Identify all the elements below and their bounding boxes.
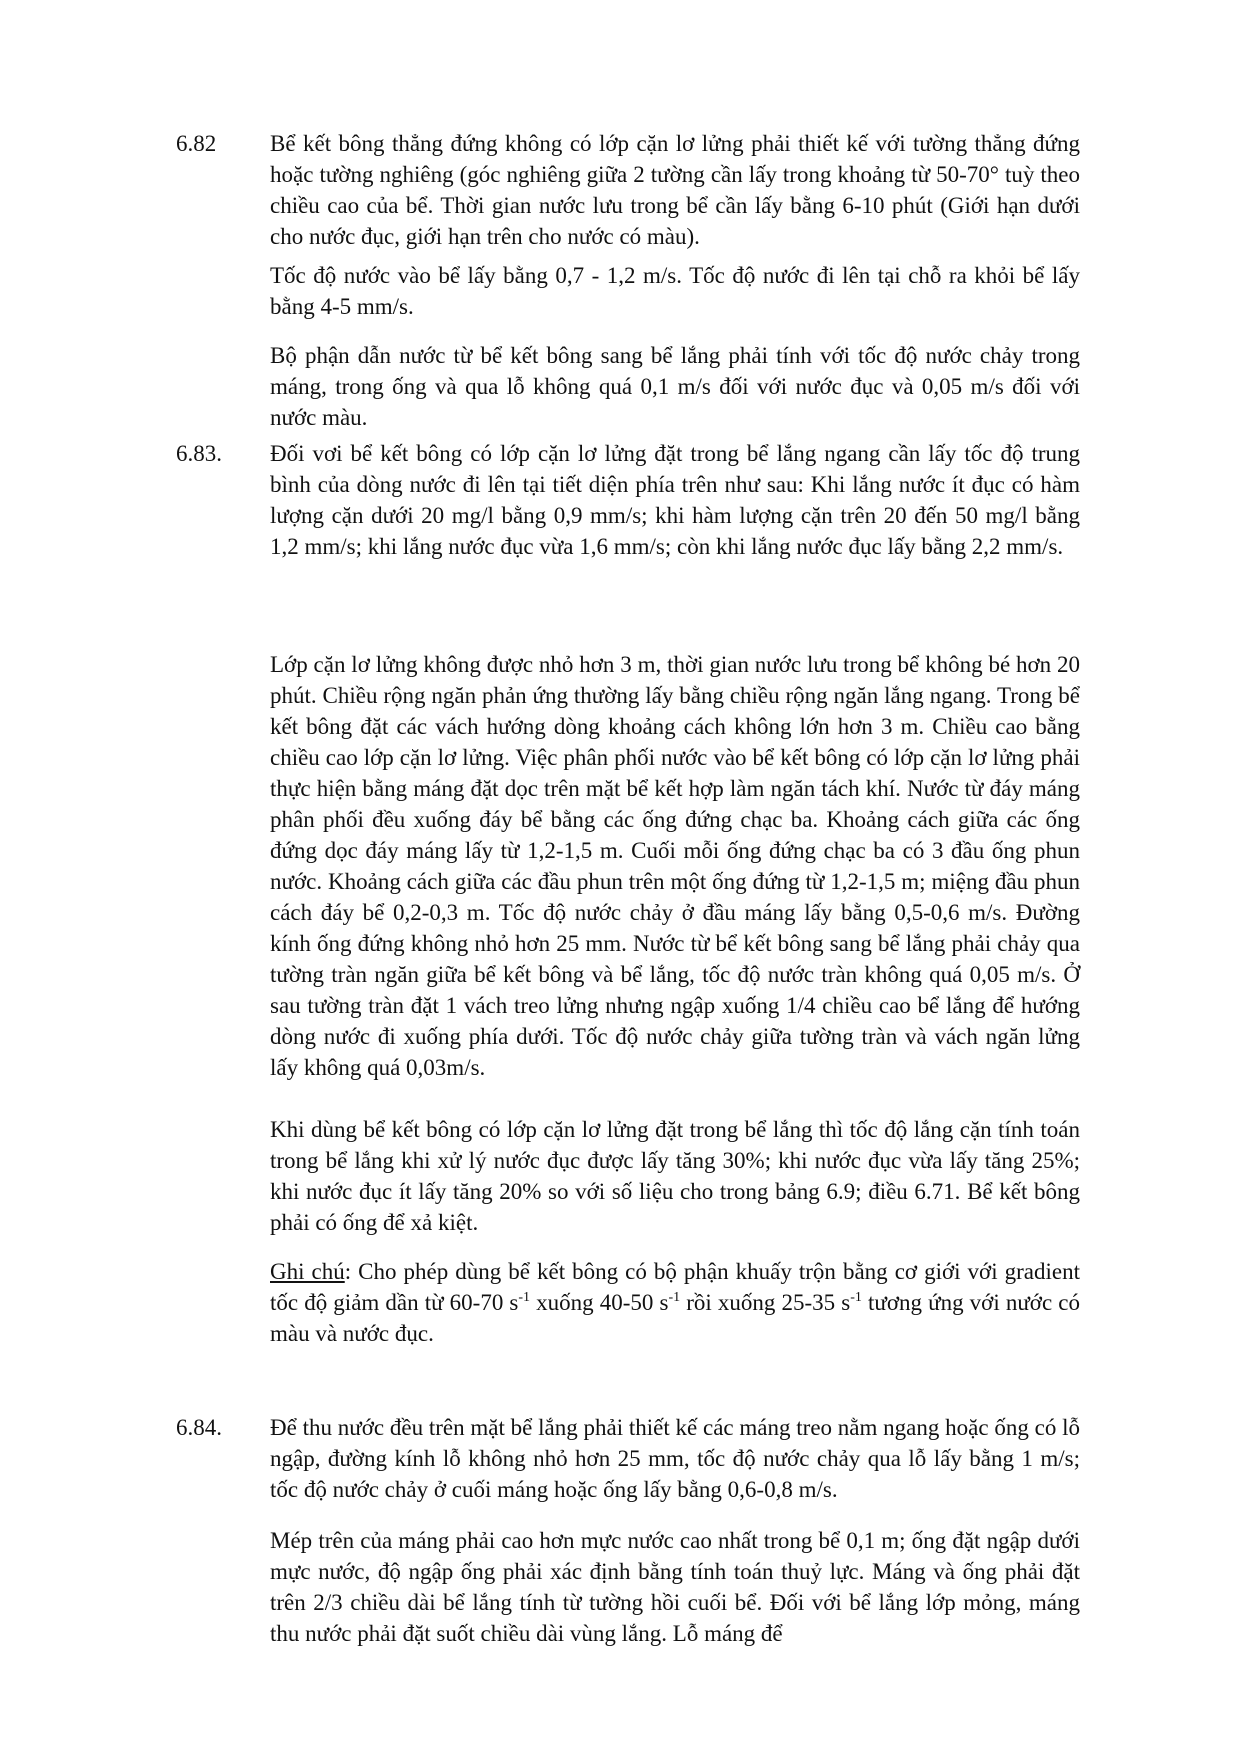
paragraph: Để thu nước đều trên mặt bể lắng phải thiết kế các máng treo nằm ngang hoặc ống có lỗ ngập, đường kính lỗ không nhỏ hơn 25 mm, tốc độ nước chảy qua lỗ lấy bằng 1 m/s; tốc độ nước chảy ở cuối máng hoặc ống lấy bằng 0,6-0,8 m/s. [270, 1415, 1080, 1502]
note-text: rồi xuống 25-35 s [680, 1290, 851, 1315]
paragraph: Mép trên của máng phải cao hơn mực nước cao nhất trong bể 0,1 m; ống đặt ngập dưới mực nước, độ ngập ống phải xác định bằng tính toán thuỷ lực. Máng và ống phải đặt trên 2/3 chiều dài bể lắng tính từ tường hồi cuối bể. Đối với bể lắng lớp mỏng, máng thu nước phải đặt suốt chiều dài vùng lắng. Lỗ máng để [270, 1528, 1080, 1646]
section-number: 6.83. [176, 441, 222, 466]
paragraph: Khi dùng bể kết bông có lớp cặn lơ lửng đặt trong bể lắng thì tốc độ lắng cặn tính toán trong bể lắng khi xử lý nước đục được lấy tăng 30%; khi nước đục vừa lấy tăng 25%; khi nước đục ít lấy tăng 20% so với số liệu cho trong bảng 6.9; điều 6.71. Bể kết bông phải có ống để xả kiệt. [270, 1117, 1080, 1235]
note-paragraph [270, 1256, 1080, 1349]
note-colon: : [344, 1259, 359, 1284]
superscript: -1 [668, 1290, 681, 1305]
note-text: Cho phép dùng bể kết bông có bộ phận khuấy trộn bằng cơ giới với gradient tốc độ giảm dần từ 60-70 s [270, 1259, 1080, 1315]
paragraph: Đối vơi bể kết bông có lớp cặn lơ lửng đặt trong bể lắng ngang cần lấy tốc độ trung bình của dòng nước đi lên tại tiết diện phía trên như sau: Khi lắng nước ít đục có hàm lượng cặn dưới 20 mg/l bằng 0,9 mm/s; khi hàm lượng cặn trên 20 đến 50 mg/l bằng 1,2 mm/s; khi lắng nước đục vừa 1,6 mm/s; còn khi lắng nước đục lấy bằng 2,2 mm/s. [270, 441, 1080, 559]
paragraph: Bể kết bông thẳng đứng không có lớp cặn lơ lửng phải thiết kế với tường thẳng đứng hoặc tường nghiêng (góc nghiêng giữa 2 tường cần lấy trong khoảng từ 50-70° tuỳ theo chiều cao của bể. Thời gian nước lưu trong bể cần lấy bằng 6-10 phút (Giới hạn dưới cho nước đục, giới hạn trên cho nước có màu). [270, 131, 1080, 249]
note-text: xuống 40-50 s [530, 1290, 669, 1315]
superscript: -1 [518, 1290, 531, 1305]
note-label: Ghi chú [270, 1259, 345, 1284]
paragraph: Tốc độ nước vào bể lấy bằng 0,7 - 1,2 m/s. Tốc độ nước đi lên tại chỗ ra khỏi bể lấy bằng 4-5 mm/s. [270, 263, 1080, 319]
note-text: tương ứng với nước có màu và nước đục. [270, 1290, 1080, 1346]
paragraph: Lớp cặn lơ lửng không được nhỏ hơn 3 m, thời gian nước lưu trong bể không bé hơn 20 phút. Chiều rộng ngăn phản ứng thường lấy bằng chiều rộng ngăn lắng ngang. Trong bể kết bông đặt các vách hướng dòng khoảng cách không lớn hơn 3 m. Chiều cao bằng chiều cao lớp cặn lơ lửng. Việc phân phối nước vào bể kết bông có lớp cặn lơ lửng phải thực hiện bằng máng đặt dọc trên mặt bể kết hợp làm ngăn tách khí. Nước từ đáy máng phân phối đều xuống đáy bể bằng các ống đứng chạc ba. Khoảng cách giữa các ống đứng dọc đáy máng lấy từ 1,2-1,5 m. Cuối mỗi ống đứng chạc ba có 3 đầu ống phun nước. Khoảng cách giữa các đầu phun trên một ống đứng từ 1,2-1,5 m; miệng đầu phun cách đáy bể 0,2-0,3 m. Tốc độ nước chảy ở đầu máng lấy bằng 0,5-0,6 m/s. Đường kính ống đứng không nhỏ hơn 25 mm. Nước từ bể kết bông sang bể lắng phải chảy qua tường tràn ngăn giữa bể kết bông và bể lắng, tốc độ nước tràn không quá 0,05 m/s. Ở sau tường tràn đặt 1 vách treo lửng nhưng ngập xuống 1/4 chiều cao bể lắng để hướng dòng nước đi xuống phía dưới. Tốc độ nước chảy giữa tường tràn và vách ngăn lửng lấy không quá 0,03m/s. [270, 652, 1080, 1080]
section-number: 6.84. [176, 1415, 222, 1440]
paragraph: Bộ phận dẫn nước từ bể kết bông sang bể lắng phải tính với tốc độ nước chảy trong máng, trong ống và qua lỗ không quá 0,1 m/s đối với nước đục và 0,05 m/s đối với nước màu. [270, 343, 1080, 430]
superscript: -1 [850, 1290, 862, 1305]
section-number: 6.82 [176, 131, 217, 156]
